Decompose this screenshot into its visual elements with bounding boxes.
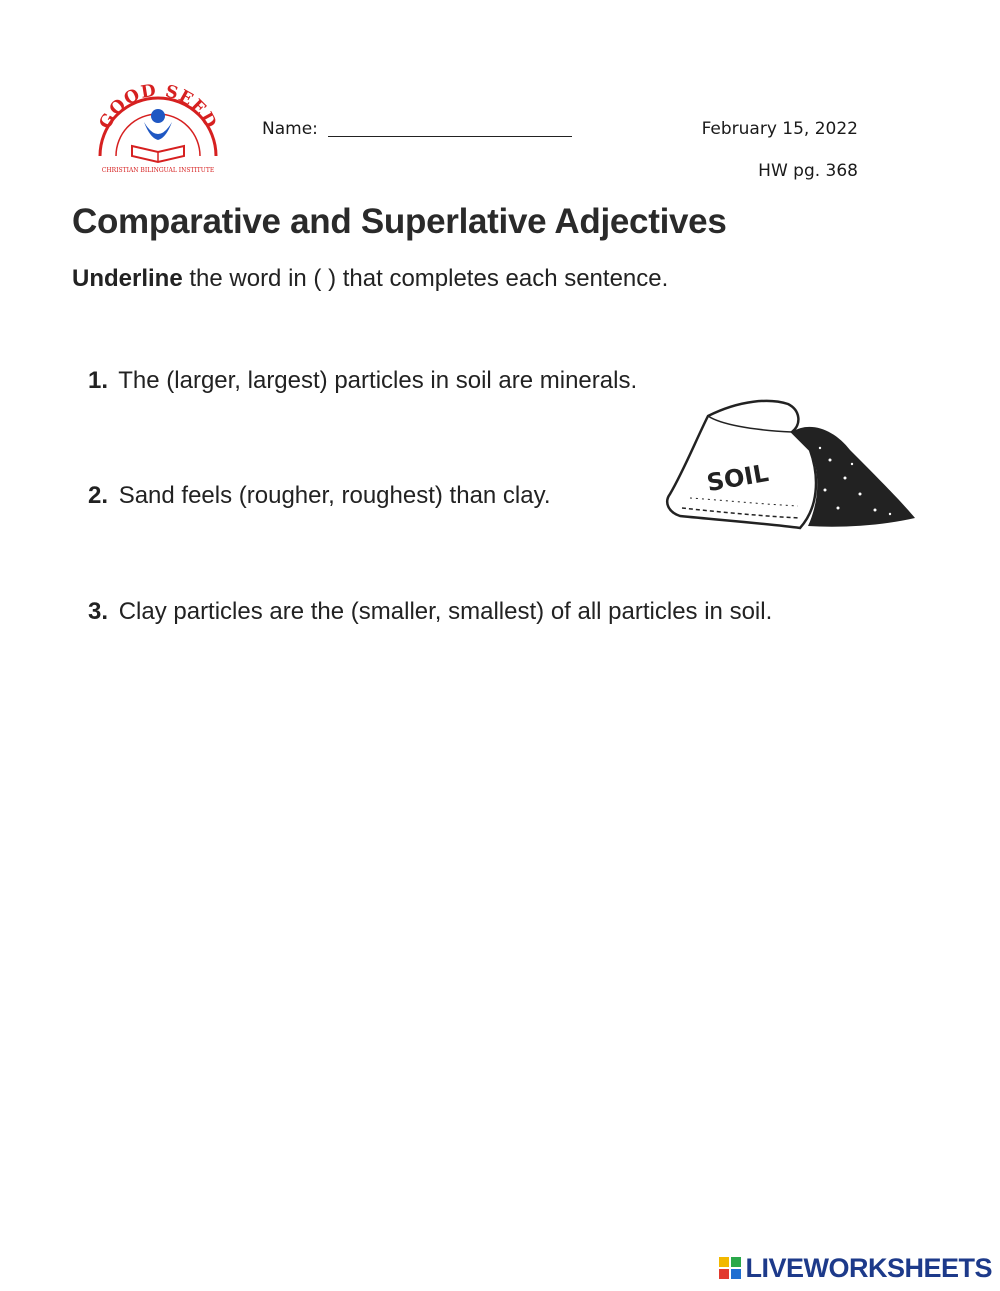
date-text: February 15, 2022 [701, 119, 858, 139]
question-3[interactable] [88, 598, 772, 626]
instructions [72, 265, 668, 293]
name-input-line[interactable] [328, 136, 572, 137]
question-2[interactable] [88, 482, 551, 510]
question-text[interactable]: Sand feels (rougher, roughest) than clay. [118, 482, 551, 509]
svg-text:CHRISTIAN BILINGUAL INSTITUTE: CHRISTIAN BILINGUAL INSTITUTE [101, 167, 215, 174]
question-number: 2. [88, 482, 109, 509]
soil-bag-illustration [660, 390, 920, 540]
instruction-keyword: Underline [72, 265, 183, 292]
svg-text:GOOD SEED: GOOD SEED [95, 80, 221, 133]
question-number: 3. [88, 598, 109, 625]
question-1[interactable] [88, 367, 637, 395]
instruction-text: the word in ( ) that completes each sentence. [182, 265, 669, 292]
question-number: 1. [88, 367, 109, 394]
question-text[interactable]: Clay particles are the (smaller, smallest) of all particles in soil. [118, 598, 773, 625]
name-label: Name: [262, 119, 318, 139]
homework-reference: HW pg. 368 [758, 161, 858, 181]
svg-text:SOIL: SOIL [704, 458, 771, 498]
question-text[interactable]: The (larger, largest) particles in soil are minerals. [118, 367, 638, 394]
good-seed-logo [88, 76, 228, 176]
liveworksheets-brand [719, 1253, 992, 1283]
worksheet-title: Comparative and Superlative Adjectives [72, 202, 727, 241]
liveworksheets-logo-icon [719, 1257, 741, 1279]
brand-text: LIVEWORKSHEETS [745, 1252, 992, 1283]
